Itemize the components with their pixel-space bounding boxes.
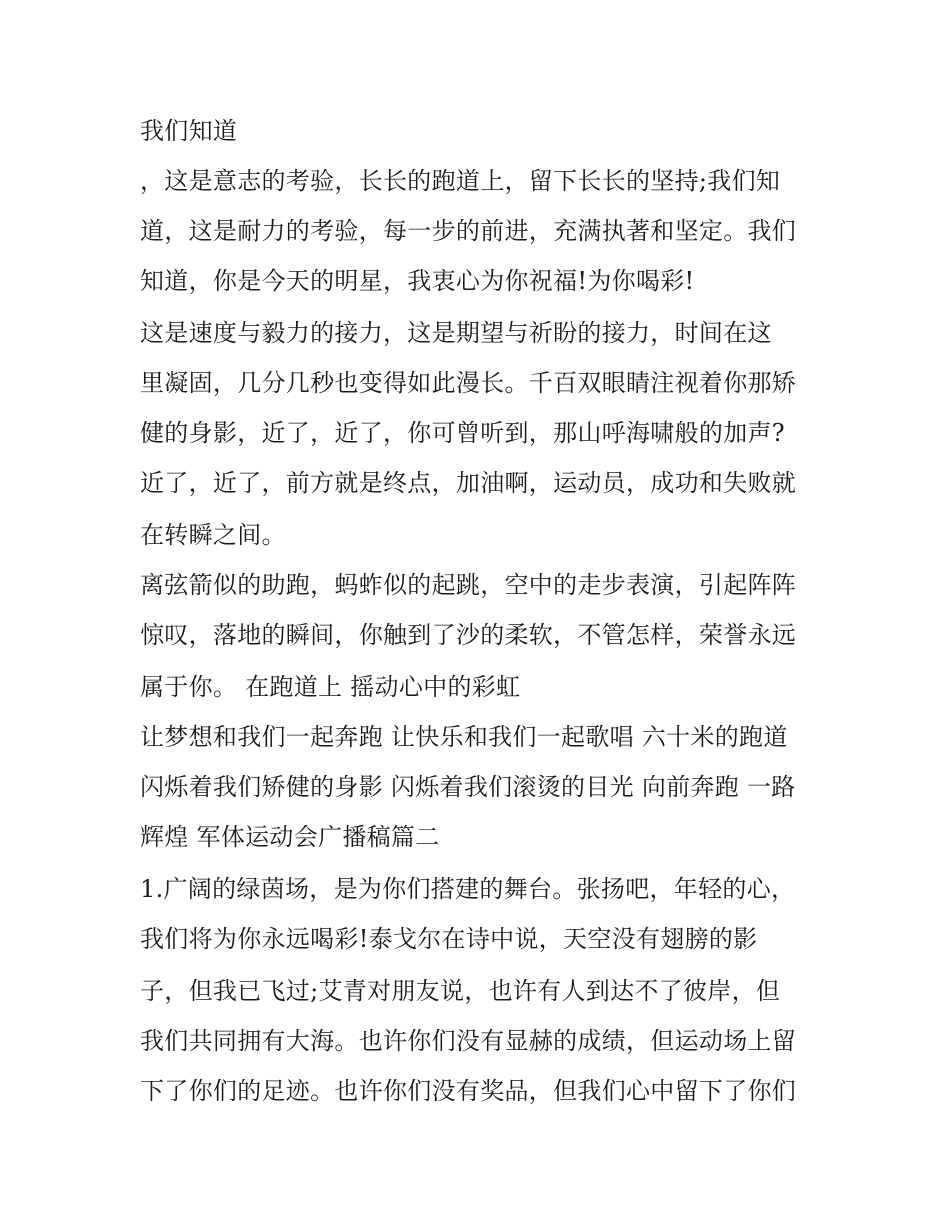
text-line: 1.广阔的绿茵场，是为你们搭建的舞台。张扬吧，年轻的心， bbox=[140, 875, 796, 903]
text-line: 我们共同拥有大海。也许你们没有显赫的成绩，但运动场上留 bbox=[140, 1027, 797, 1055]
text-line: 知道，你是今天的明星，我衷心为你祝福!为你喝彩! bbox=[140, 267, 695, 295]
text-line: 里凝固，几分几秒也变得如此漫长。千百双眼睛注视着你那矫 bbox=[140, 369, 797, 397]
text-line: 下了你们的足迹。也许你们没有奖品，但我们心中留下了你们 bbox=[140, 1077, 797, 1105]
text-line: 子，但我已飞过;艾青对朋友说，也许有人到达不了彼岸，但 bbox=[140, 977, 781, 1005]
text-line: 惊叹，落地的瞬间，你触到了沙的柔软，不管怎样，荣誉永远 bbox=[140, 621, 797, 649]
text-line: 近了，近了，前方就是终点，加油啊，运动员，成功和失败就 bbox=[140, 469, 797, 497]
text-line: ，这是意志的考验，长长的跑道上，留下长长的坚持;我们知 bbox=[140, 167, 781, 195]
text-line: 我们将为你永远喝彩!泰戈尔在诗中说，天空没有翅膀的影 bbox=[140, 925, 758, 953]
text-line: 辉煌 军体运动会广播稿篇二 bbox=[140, 823, 440, 851]
text-line: 道，这是耐力的考验，每一步的前进，充满执著和坚定。我们 bbox=[140, 217, 797, 245]
text-line: 让梦想和我们一起奔跑 让快乐和我们一起歌唱 六十米的跑道 bbox=[140, 723, 788, 751]
text-line: 属于你。 在跑道上 摇动心中的彩虹 bbox=[140, 673, 521, 701]
text-line: 在转瞬之间。 bbox=[140, 521, 286, 549]
text-line: 这是速度与毅力的接力，这是期望与祈盼的接力，时间在这 bbox=[140, 319, 772, 347]
text-line: 我们知道 bbox=[140, 117, 238, 145]
text-line: 健的身影，近了，近了，你可曾听到，那山呼海啸般的加声? bbox=[140, 419, 785, 447]
text-line: 闪烁着我们矫健的身影 闪烁着我们滚烫的目光 向前奔跑 一路 bbox=[140, 773, 796, 801]
text-line: 离弦箭似的助跑，蚂蚱似的起跳，空中的走步表演，引起阵阵 bbox=[140, 571, 797, 599]
